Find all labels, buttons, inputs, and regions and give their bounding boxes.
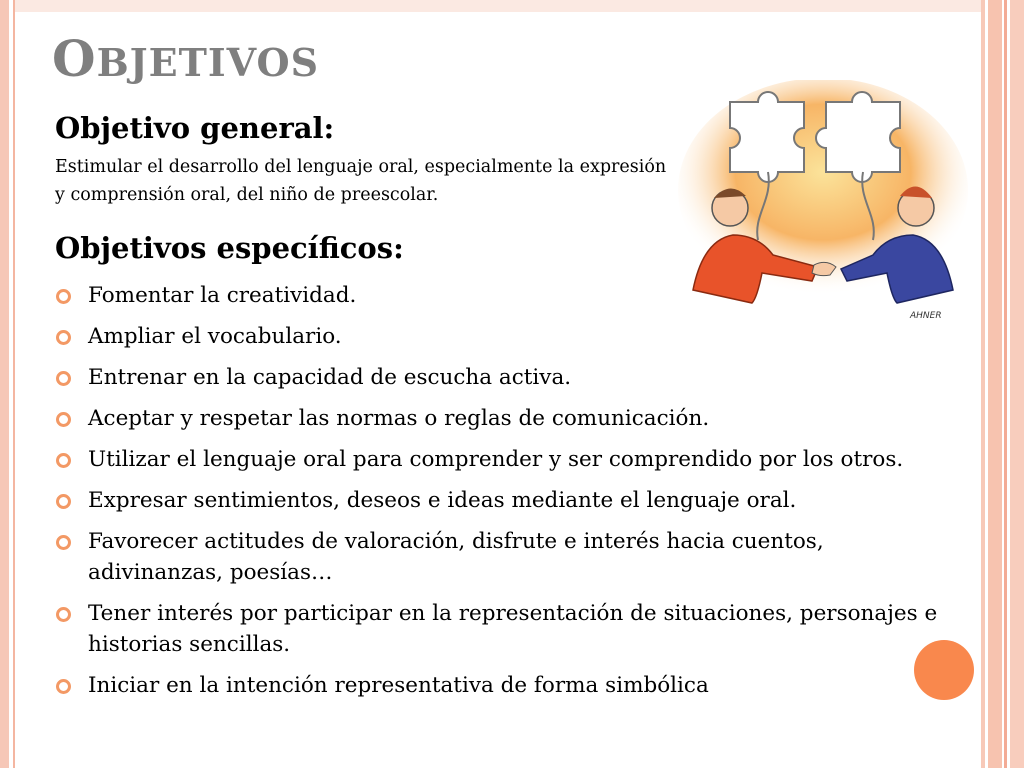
frame-left-line bbox=[13, 0, 15, 768]
puzzle-handshake-illustration bbox=[678, 80, 968, 325]
illustration-signature: AHNER bbox=[910, 311, 942, 321]
frame-left-bar bbox=[0, 0, 9, 768]
list-item-text: Expresar sentimientos, deseos e ideas mediante el lenguaje oral. bbox=[88, 488, 797, 513]
circle-bullet-icon bbox=[56, 330, 71, 345]
list-item-text: Iniciar en la intención representativa de forma simbólica bbox=[88, 673, 709, 698]
frame-right-stripes bbox=[981, 0, 1024, 768]
circle-bullet-icon bbox=[56, 607, 71, 622]
slide-title-rest: BJETIVOS bbox=[96, 40, 320, 85]
list-item-text: Tener interés por participar en la representación de situaciones, personajes e historias sencillas. bbox=[88, 601, 938, 657]
list-item-text: Ampliar el vocabulario. bbox=[88, 324, 342, 349]
slide-title bbox=[52, 29, 320, 88]
slide-title-initial: O bbox=[52, 29, 97, 88]
accent-circle bbox=[914, 640, 974, 700]
list-item-text: Aceptar y respetar las normas o reglas de comunicación. bbox=[88, 406, 710, 431]
circle-bullet-icon bbox=[56, 453, 71, 468]
list-item bbox=[55, 444, 945, 475]
list-item-text: Favorecer actitudes de valoración, disfrute e interés hacia cuentos, adivinanzas, poesías… bbox=[88, 529, 824, 585]
specific-objectives-list bbox=[55, 280, 945, 711]
list-item bbox=[55, 362, 945, 393]
general-objective-heading: Objetivo general: bbox=[55, 111, 335, 145]
circle-bullet-icon bbox=[56, 494, 71, 509]
circle-bullet-icon bbox=[56, 412, 71, 427]
list-item bbox=[55, 670, 945, 701]
list-item-text: Entrenar en la capacidad de escucha activa. bbox=[88, 365, 572, 390]
list-item bbox=[55, 526, 945, 588]
list-item-text: Fomentar la creatividad. bbox=[88, 283, 357, 308]
list-item bbox=[55, 403, 945, 434]
list-item-text: Utilizar el lenguaje oral para comprender y ser comprendido por los otros. bbox=[88, 447, 904, 472]
circle-bullet-icon bbox=[56, 535, 71, 550]
specific-objectives-heading: Objetivos específicos: bbox=[55, 231, 404, 265]
list-item bbox=[55, 321, 945, 352]
circle-bullet-icon bbox=[56, 679, 71, 694]
general-objective-text: Estimular el desarrollo del lenguaje oral, especialmente la expresión y comprensión oral, del niño de preescolar. bbox=[55, 157, 667, 205]
list-item bbox=[55, 485, 945, 516]
frame-top-band bbox=[15, 0, 981, 12]
circle-bullet-icon bbox=[56, 289, 71, 304]
circle-bullet-icon bbox=[56, 371, 71, 386]
list-item bbox=[55, 598, 945, 660]
